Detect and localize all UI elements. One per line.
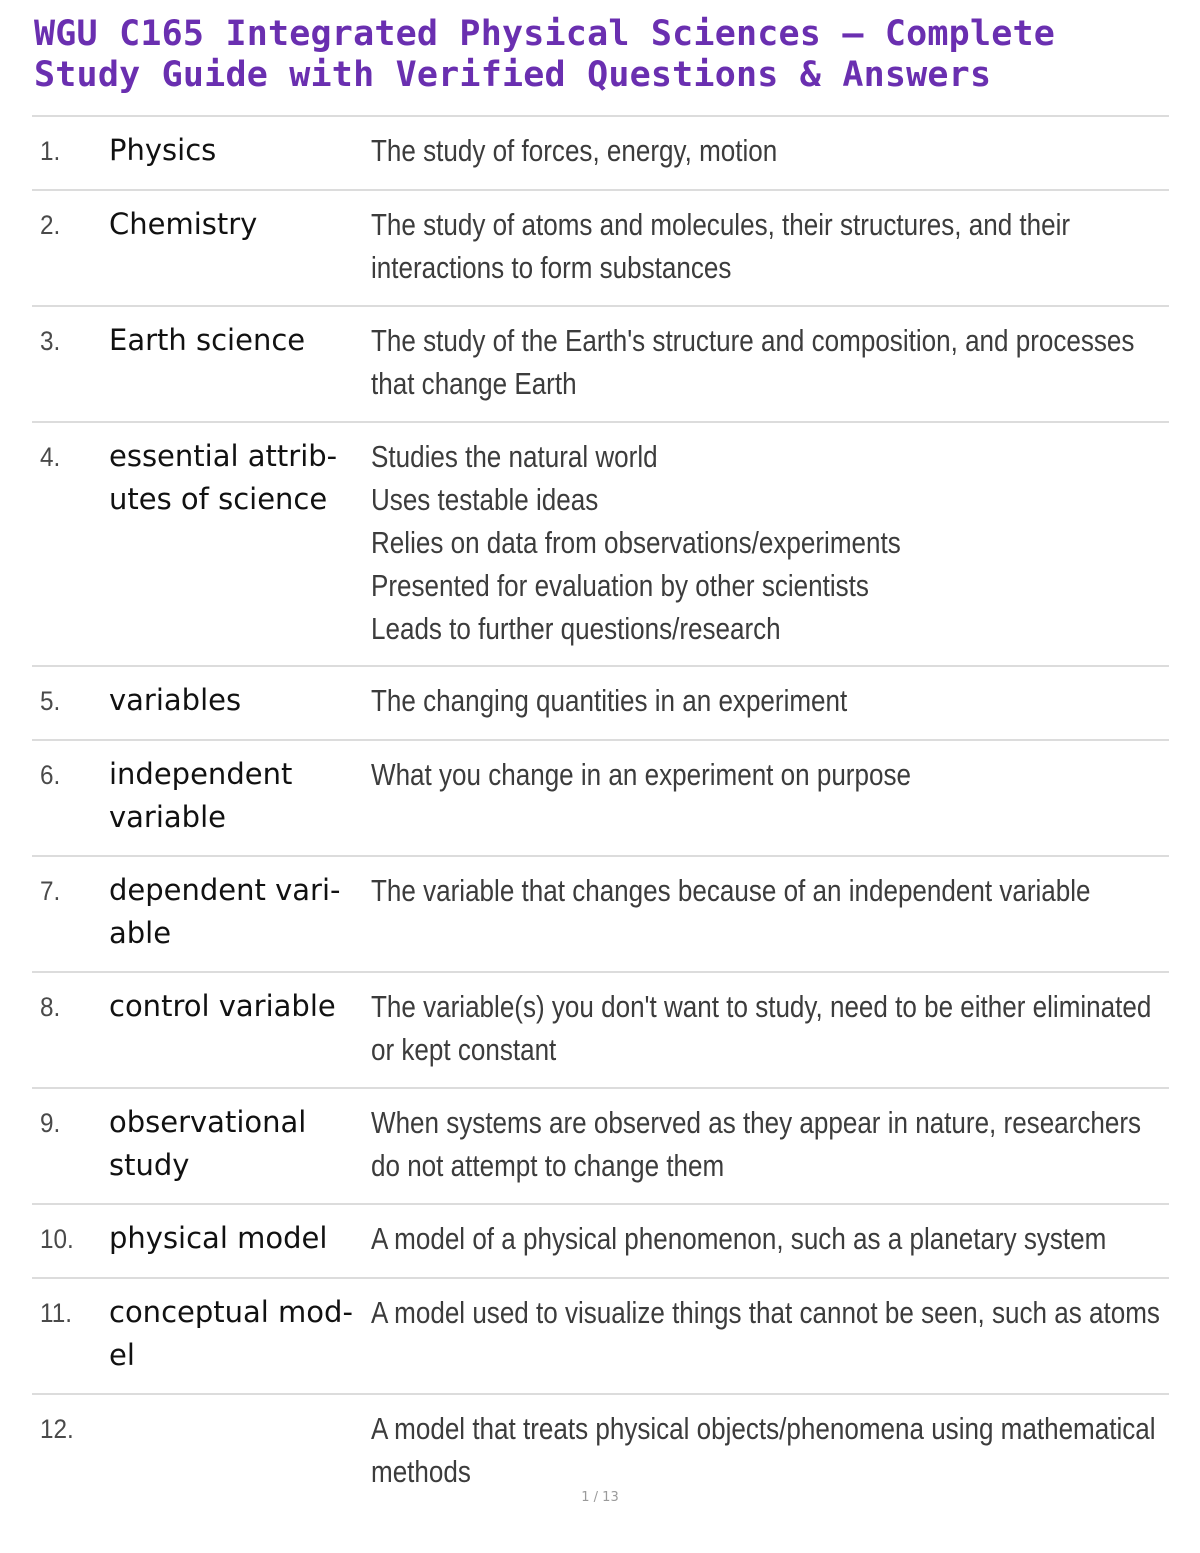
card-number: 11. (40, 1298, 72, 1328)
card-term: dependent vari- able (109, 873, 341, 950)
card-definition: The study of the Earth's structure and composition, and processes that change Earth (371, 323, 1135, 401)
card-definition: What you change in an experiment on purpose (371, 757, 911, 792)
card-number: 3. (40, 326, 61, 356)
card-definition: The study of atoms and molecules, their structures, and their interactions to form substances (371, 207, 1071, 285)
card-number: 9. (40, 1108, 61, 1138)
card-term: independent variable (109, 757, 293, 834)
card-row (32, 307, 1169, 423)
card-term: essential attrib- utes of science (109, 439, 338, 516)
card-term: physical model (109, 1221, 328, 1255)
card-row (32, 1279, 1169, 1395)
card-row (32, 667, 1169, 741)
card-number: 5. (40, 686, 61, 716)
document-title: WGU C165 Integrated Physical Sciences – Complete Study Guide with Verified Questions & Answers (34, 14, 1056, 95)
card-row (32, 191, 1169, 307)
card-row (32, 973, 1169, 1089)
card-term: conceptual mod- el (109, 1295, 353, 1372)
card-number: 10. (40, 1224, 74, 1254)
page-indicator: 1 / 13 (581, 1490, 619, 1505)
card-row (32, 741, 1169, 857)
card-definition: The variable(s) you don't want to study, need to be either eliminated or kept constant (371, 989, 1152, 1067)
card-number: 2. (40, 210, 61, 240)
card-row (32, 423, 1169, 667)
card-row (32, 1205, 1169, 1279)
card-definition: The study of forces, energy, motion (371, 133, 778, 168)
card-definition: A model of a physical phenomenon, such as a planetary system (371, 1221, 1107, 1256)
flashcard-list (32, 115, 1169, 1489)
card-number: 6. (40, 760, 61, 790)
card-term: Chemistry (109, 207, 258, 241)
card-definition: The changing quantities in an experiment (371, 683, 848, 718)
card-term: Earth science (109, 323, 306, 357)
card-number: 8. (40, 992, 61, 1022)
card-definition: Studies the natural world Uses testable ideas Relies on data from observations/experiments Presented for evaluation by other scientists Leads to further questions/research (371, 439, 901, 646)
card-definition: The variable that changes because of an independent variable (371, 873, 1091, 908)
card-definition: When systems are observed as they appear in nature, researchers do not attempt to change them (371, 1105, 1142, 1183)
card-row (32, 1395, 1169, 1489)
card-definition: A model that treats physical objects/phenomena using mathematical methods (371, 1411, 1156, 1489)
card-term: control variable (109, 989, 336, 1023)
card-row (32, 857, 1169, 973)
card-number: 12. (40, 1414, 74, 1444)
card-row (32, 1089, 1169, 1205)
card-term: Physics (109, 133, 217, 167)
card-number: 4. (40, 442, 61, 472)
card-number: 7. (40, 876, 61, 906)
card-number: 1. (40, 136, 61, 166)
card-row (32, 117, 1169, 191)
card-definition: A model used to visualize things that cannot be seen, such as atoms (371, 1295, 1160, 1330)
card-term: observational study (109, 1105, 307, 1182)
card-term: variables (109, 683, 242, 717)
